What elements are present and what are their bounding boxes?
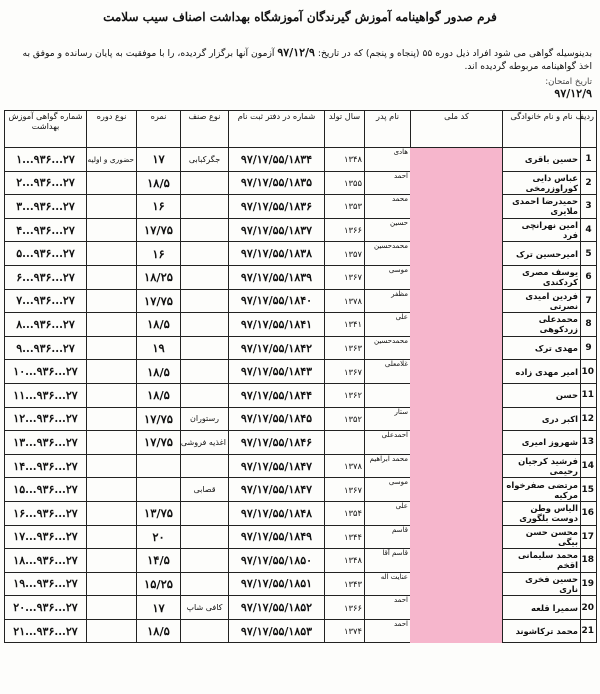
birth-year-cell: ۱۳۴۸ bbox=[325, 148, 365, 172]
job-type-cell bbox=[181, 313, 229, 337]
national-code-cell bbox=[411, 148, 503, 172]
national-code-cell bbox=[411, 431, 503, 455]
course-type-cell bbox=[87, 619, 137, 643]
table-row bbox=[5, 265, 597, 289]
row-index: 1 bbox=[581, 148, 597, 172]
national-code-cell bbox=[411, 289, 503, 313]
job-type-cell bbox=[181, 501, 229, 525]
certificate-number-cell: ۲۷...۹۳۶...۱۶ bbox=[5, 501, 87, 525]
father-name-cell: عنایت اله bbox=[365, 572, 411, 596]
birth-year-cell: ۱۳۵۵ bbox=[325, 171, 365, 195]
form-title: فرم صدور گواهینامه آموزش گیرندگان آموزشگاه بهداشت اصناف سیب سلامت bbox=[103, 10, 497, 24]
row-index: 9 bbox=[581, 336, 597, 360]
father-name-cell: غلامعلی bbox=[365, 360, 411, 384]
score-cell: ۱۴/۵ bbox=[137, 549, 181, 573]
registry-number-cell: ۹۷/۱۷/۵۵/۱۸۴۲ bbox=[229, 336, 325, 360]
course-type-cell bbox=[87, 360, 137, 384]
job-type-cell bbox=[181, 572, 229, 596]
row-index: 14 bbox=[581, 454, 597, 478]
score-cell: ۱۷/۷۵ bbox=[137, 431, 181, 455]
table-row bbox=[5, 218, 597, 242]
course-type-cell bbox=[87, 454, 137, 478]
course-type-cell bbox=[87, 242, 137, 266]
certificate-number-cell: ۲۷...۹۳۶...۱۲ bbox=[5, 407, 87, 431]
registry-number-cell: ۹۷/۱۷/۵۵/۱۸۴۵ bbox=[229, 407, 325, 431]
job-type-cell: اغذیه فروشی bbox=[181, 431, 229, 455]
father-name-cell: محمدحسین bbox=[365, 336, 411, 360]
birth-year-cell: ۱۳۵۳ bbox=[325, 195, 365, 219]
father-name-cell: محمدحسین bbox=[365, 242, 411, 266]
course-type-cell: حضوری و اولیه bbox=[87, 148, 137, 172]
table-row bbox=[5, 407, 597, 431]
birth-year-cell: ۱۳۴۳ bbox=[325, 572, 365, 596]
national-code-cell bbox=[411, 549, 503, 573]
course-type-cell bbox=[87, 171, 137, 195]
table-row bbox=[5, 313, 597, 337]
job-type-cell bbox=[181, 171, 229, 195]
national-code-cell bbox=[411, 265, 503, 289]
registry-number-cell: ۹۷/۱۷/۵۵/۱۸۴۹ bbox=[229, 525, 325, 549]
intro-text: بدینوسیله گواهی می شود افراد ذیل دوره ۵۵ (پنجاه و پنجم) که در تاریخ: bbox=[317, 48, 592, 59]
registry-number-cell: ۹۷/۱۷/۵۵/۱۸۴۰ bbox=[229, 289, 325, 313]
name-cell: یوسف مصری کردکندی bbox=[503, 265, 581, 289]
col-header-registry: شماره در دفتر ثبت نام bbox=[229, 111, 325, 148]
score-cell: ۱۳/۷۵ bbox=[137, 501, 181, 525]
job-type-cell bbox=[181, 218, 229, 242]
birth-year-cell: ۱۳۶۶ bbox=[325, 218, 365, 242]
score-cell: ۱۶ bbox=[137, 195, 181, 219]
job-type-cell: قصابی bbox=[181, 478, 229, 502]
certificate-number-cell: ۲۷...۹۳۶...۱۱ bbox=[5, 383, 87, 407]
father-name-cell: علی bbox=[365, 313, 411, 337]
certificate-number-cell: ۲۷...۹۳۶...۱۴ bbox=[5, 454, 87, 478]
father-name-cell: موسی bbox=[365, 265, 411, 289]
course-type-cell bbox=[87, 383, 137, 407]
course-type-cell bbox=[87, 336, 137, 360]
score-cell: ۲۰ bbox=[137, 525, 181, 549]
table-row bbox=[5, 454, 597, 478]
intro-text-2: آزمون آنها برگزار گردیده، را با موفقیت به پایان رسانده و موفق به اخذ گواهینامه مربوطه گردیده اند. bbox=[22, 48, 592, 72]
certificate-number-cell: ۲۷...۹۳۶...۱۹ bbox=[5, 572, 87, 596]
col-header-cert-number: شماره گواهی آموزش بهداشت bbox=[5, 111, 87, 148]
father-name-cell: احمدعلی bbox=[365, 431, 411, 455]
birth-year-cell: ۱۳۶۲ bbox=[325, 383, 365, 407]
table-row bbox=[5, 525, 597, 549]
certificate-number-cell: ۲۷...۹۳۶...۱۸ bbox=[5, 549, 87, 573]
trainees-table bbox=[4, 110, 597, 643]
name-cell: سمیرا قلعه bbox=[503, 596, 581, 620]
job-type-cell bbox=[181, 336, 229, 360]
course-type-cell bbox=[87, 195, 137, 219]
job-type-cell bbox=[181, 549, 229, 573]
national-code-cell bbox=[411, 407, 503, 431]
table-row bbox=[5, 596, 597, 620]
table-row bbox=[5, 572, 597, 596]
score-cell: ۱۶ bbox=[137, 242, 181, 266]
registry-number-cell: ۹۷/۱۷/۵۵/۱۸۴۱ bbox=[229, 313, 325, 337]
name-cell: عباس دایی کوراوزرمخی bbox=[503, 171, 581, 195]
certificate-number-cell: ۲۷...۹۳۶...۴ bbox=[5, 218, 87, 242]
table-row bbox=[5, 501, 597, 525]
birth-year-cell: ۱۳۶۷ bbox=[325, 478, 365, 502]
birth-year-cell: ۱۳۶۷ bbox=[325, 360, 365, 384]
table-row bbox=[5, 171, 597, 195]
row-index: 11 bbox=[581, 383, 597, 407]
course-type-cell bbox=[87, 596, 137, 620]
table-row bbox=[5, 549, 597, 573]
registry-number-cell: ۹۷/۱۷/۵۵/۱۸۴۸ bbox=[229, 501, 325, 525]
score-cell: ۱۷/۷۵ bbox=[137, 407, 181, 431]
col-header-birth-year: سال تولد bbox=[325, 111, 365, 148]
exam-date-block bbox=[7, 77, 592, 99]
exam-date-label: تاریخ امتحان: bbox=[545, 77, 592, 87]
col-header-name: نام و نام خانوادگی bbox=[503, 111, 581, 148]
score-cell: ۱۹ bbox=[137, 336, 181, 360]
name-cell: محمدعلی زردکوهی bbox=[503, 313, 581, 337]
row-index: 15 bbox=[581, 478, 597, 502]
job-type-cell bbox=[181, 619, 229, 643]
certificate-number-cell: ۲۷...۹۳۶...۸ bbox=[5, 313, 87, 337]
certificate-number-cell: ۲۷...۹۳۶...۶ bbox=[5, 265, 87, 289]
birth-year-cell: ۱۳۵۷ bbox=[325, 242, 365, 266]
table-row bbox=[5, 195, 597, 219]
national-code-cell bbox=[411, 501, 503, 525]
national-code-cell bbox=[411, 336, 503, 360]
certificate-number-cell: ۲۷...۹۳۶...۷ bbox=[5, 289, 87, 313]
certificate-number-cell: ۲۷...۹۳۶...۱۷ bbox=[5, 525, 87, 549]
name-cell: مهدی ترک bbox=[503, 336, 581, 360]
job-type-cell bbox=[181, 383, 229, 407]
col-header-row: ردیف bbox=[581, 111, 597, 148]
score-cell bbox=[137, 454, 181, 478]
father-name-cell: قاسم bbox=[365, 525, 411, 549]
table-row bbox=[5, 360, 597, 384]
job-type-cell bbox=[181, 195, 229, 219]
national-code-cell bbox=[411, 218, 503, 242]
table-header-row bbox=[5, 111, 597, 148]
job-type-cell: رستوران bbox=[181, 407, 229, 431]
table-row bbox=[5, 336, 597, 360]
job-type-cell bbox=[181, 454, 229, 478]
col-header-national-code: کد ملی bbox=[411, 111, 503, 148]
father-name-cell: احمد bbox=[365, 619, 411, 643]
registry-number-cell: ۹۷/۱۷/۵۵/۱۸۳۵ bbox=[229, 171, 325, 195]
score-cell: ۱۸/۵ bbox=[137, 619, 181, 643]
row-index: 10 bbox=[581, 360, 597, 384]
registry-number-cell: ۹۷/۱۷/۵۵/۱۸۴۳ bbox=[229, 360, 325, 384]
col-header-job-type: نوع صنف bbox=[181, 111, 229, 148]
row-index: 12 bbox=[581, 407, 597, 431]
national-code-cell bbox=[411, 619, 503, 643]
registry-number-cell: ۹۷/۱۷/۵۵/۱۸۳۸ bbox=[229, 242, 325, 266]
certificate-number-cell: ۲۷...۹۳۶...۵ bbox=[5, 242, 87, 266]
national-code-cell bbox=[411, 478, 503, 502]
name-cell: الیاس وطن دوست بلگوری bbox=[503, 501, 581, 525]
birth-year-cell: ۱۳۷۸ bbox=[325, 289, 365, 313]
registry-number-cell: ۹۷/۱۷/۵۵/۱۸۴۷ bbox=[229, 454, 325, 478]
name-cell: امیرحسین ترک bbox=[503, 242, 581, 266]
certificate-number-cell: ۲۷...۹۳۶...۱۳ bbox=[5, 431, 87, 455]
national-code-cell bbox=[411, 313, 503, 337]
table-row bbox=[5, 478, 597, 502]
intro-paragraph bbox=[7, 46, 592, 73]
certificate-number-cell: ۲۷...۹۳۶...۱ bbox=[5, 148, 87, 172]
registry-number-cell: ۹۷/۱۷/۵۵/۱۸۵۳ bbox=[229, 619, 325, 643]
job-type-cell bbox=[181, 289, 229, 313]
row-index: 2 bbox=[581, 171, 597, 195]
name-cell: حمیدرضا احمدی ملایری bbox=[503, 195, 581, 219]
course-type-cell bbox=[87, 525, 137, 549]
course-type-cell bbox=[87, 289, 137, 313]
course-type-cell bbox=[87, 313, 137, 337]
score-cell: ۱۷ bbox=[137, 148, 181, 172]
birth-year-cell bbox=[325, 431, 365, 455]
course-type-cell bbox=[87, 431, 137, 455]
row-index: 19 bbox=[581, 572, 597, 596]
row-index: 13 bbox=[581, 431, 597, 455]
score-cell: ۱۷ bbox=[137, 596, 181, 620]
name-cell: شهروز امیری bbox=[503, 431, 581, 455]
col-header-father: نام پدر bbox=[365, 111, 411, 148]
course-type-cell bbox=[87, 218, 137, 242]
birth-year-cell: ۱۳۵۴ bbox=[325, 501, 365, 525]
row-index: 21 bbox=[581, 619, 597, 643]
name-cell: حسین فخری ناری bbox=[503, 572, 581, 596]
row-index: 20 bbox=[581, 596, 597, 620]
registry-number-cell: ۹۷/۱۷/۵۵/۱۸۳۹ bbox=[229, 265, 325, 289]
birth-year-cell: ۱۳۵۲ bbox=[325, 407, 365, 431]
course-type-cell bbox=[87, 265, 137, 289]
name-cell: امیر مهدی زاده bbox=[503, 360, 581, 384]
national-code-cell bbox=[411, 596, 503, 620]
score-cell: ۱۷/۷۵ bbox=[137, 289, 181, 313]
national-code-cell bbox=[411, 525, 503, 549]
father-name-cell: ستار bbox=[365, 407, 411, 431]
birth-year-cell: ۱۳۴۱ bbox=[325, 313, 365, 337]
course-type-cell bbox=[87, 572, 137, 596]
registry-number-cell: ۹۷/۱۷/۵۵/۱۸۵۰ bbox=[229, 549, 325, 573]
national-code-cell bbox=[411, 572, 503, 596]
registry-number-cell: ۹۷/۱۷/۵۵/۱۸۳۴ bbox=[229, 148, 325, 172]
birth-year-cell: ۱۳۶۶ bbox=[325, 596, 365, 620]
father-name-cell bbox=[365, 383, 411, 407]
name-cell: اکبر دری bbox=[503, 407, 581, 431]
row-index: 3 bbox=[581, 195, 597, 219]
row-index: 4 bbox=[581, 218, 597, 242]
course-type-cell bbox=[87, 549, 137, 573]
row-index: 16 bbox=[581, 501, 597, 525]
father-name-cell: حسین bbox=[365, 218, 411, 242]
score-cell: ۱۸/۵ bbox=[137, 313, 181, 337]
col-header-score: نمره bbox=[137, 111, 181, 148]
birth-year-cell: ۱۳۶۳ bbox=[325, 336, 365, 360]
registry-number-cell: ۹۷/۱۷/۵۵/۱۸۵۲ bbox=[229, 596, 325, 620]
score-cell: ۱۷/۷۵ bbox=[137, 218, 181, 242]
exam-date: ۹۷/۱۲/۹ bbox=[554, 87, 592, 100]
father-name-cell: محمد ابراهیم bbox=[365, 454, 411, 478]
father-name-cell: مظفر bbox=[365, 289, 411, 313]
certificate-number-cell: ۲۷...۹۳۶...۳ bbox=[5, 195, 87, 219]
job-type-cell bbox=[181, 265, 229, 289]
birth-year-cell: ۱۳۶۷ bbox=[325, 265, 365, 289]
row-index: 18 bbox=[581, 549, 597, 573]
row-index: 5 bbox=[581, 242, 597, 266]
score-cell: ۱۸/۵ bbox=[137, 171, 181, 195]
name-cell: محمد ترکاشوند bbox=[503, 619, 581, 643]
score-cell: ۱۸/۵ bbox=[137, 360, 181, 384]
father-name-cell: محمد bbox=[365, 195, 411, 219]
row-index: 17 bbox=[581, 525, 597, 549]
registry-number-cell: ۹۷/۱۷/۵۵/۱۸۴۷ bbox=[229, 478, 325, 502]
table-row bbox=[5, 242, 597, 266]
score-cell bbox=[137, 478, 181, 502]
row-index: 8 bbox=[581, 313, 597, 337]
registry-number-cell: ۹۷/۱۷/۵۵/۱۸۳۶ bbox=[229, 195, 325, 219]
name-cell: فردین امیدی نصرتی bbox=[503, 289, 581, 313]
row-index: 6 bbox=[581, 265, 597, 289]
name-cell: محمد سلیمانی اقخم bbox=[503, 549, 581, 573]
course-type-cell bbox=[87, 407, 137, 431]
job-type-cell bbox=[181, 525, 229, 549]
father-name-cell: احمد bbox=[365, 596, 411, 620]
score-cell: ۱۵/۲۵ bbox=[137, 572, 181, 596]
table-row bbox=[5, 619, 597, 643]
registry-number-cell: ۹۷/۱۷/۵۵/۱۸۴۶ bbox=[229, 431, 325, 455]
national-code-cell bbox=[411, 360, 503, 384]
course-type-cell bbox=[87, 501, 137, 525]
name-cell: امین نهرانچی فرد bbox=[503, 218, 581, 242]
father-name-cell: هادی bbox=[365, 148, 411, 172]
national-code-cell bbox=[411, 195, 503, 219]
birth-year-cell: ۱۳۴۸ bbox=[325, 549, 365, 573]
name-cell: مرتضی صفرخواه مرکیه bbox=[503, 478, 581, 502]
registry-number-cell: ۹۷/۱۷/۵۵/۱۸۴۴ bbox=[229, 383, 325, 407]
birth-year-cell: ۱۳۴۴ bbox=[325, 525, 365, 549]
registry-number-cell: ۹۷/۱۷/۵۵/۱۸۳۷ bbox=[229, 218, 325, 242]
name-cell: فرشید کرجیان رحیمی bbox=[503, 454, 581, 478]
job-type-cell bbox=[181, 242, 229, 266]
certificate-number-cell: ۲۷...۹۳۶...۲۰ bbox=[5, 596, 87, 620]
name-cell: حسن bbox=[503, 383, 581, 407]
certificate-number-cell: ۲۷...۹۳۶...۲۱ bbox=[5, 619, 87, 643]
table-row bbox=[5, 289, 597, 313]
national-code-cell bbox=[411, 383, 503, 407]
birth-year-cell: ۱۳۷۸ bbox=[325, 454, 365, 478]
col-header-course-type: نوع دوره bbox=[87, 111, 137, 148]
certificate-number-cell: ۲۷...۹۳۶...۹ bbox=[5, 336, 87, 360]
father-name-cell: قاسم آقا bbox=[365, 549, 411, 573]
father-name-cell: احمد bbox=[365, 171, 411, 195]
father-name-cell: موسی bbox=[365, 478, 411, 502]
job-type-cell: کافی شاپ bbox=[181, 596, 229, 620]
name-cell: حسین باقری bbox=[503, 148, 581, 172]
father-name-cell: علی bbox=[365, 501, 411, 525]
table-row bbox=[5, 383, 597, 407]
table-row bbox=[5, 148, 597, 172]
registry-number-cell: ۹۷/۱۷/۵۵/۱۸۵۱ bbox=[229, 572, 325, 596]
job-type-cell bbox=[181, 360, 229, 384]
certificate-number-cell: ۲۷...۹۳۶...۲ bbox=[5, 171, 87, 195]
score-cell: ۱۸/۵ bbox=[137, 383, 181, 407]
national-code-cell bbox=[411, 454, 503, 478]
intro-date: ۹۷/۱۲/۹ bbox=[277, 46, 315, 59]
certificate-number-cell: ۲۷...۹۳۶...۱۰ bbox=[5, 360, 87, 384]
job-type-cell: جگرکبابی bbox=[181, 148, 229, 172]
certificate-number-cell: ۲۷...۹۳۶...۱۵ bbox=[5, 478, 87, 502]
national-code-cell bbox=[411, 171, 503, 195]
table-row bbox=[5, 431, 597, 455]
row-index: 7 bbox=[581, 289, 597, 313]
score-cell: ۱۸/۲۵ bbox=[137, 265, 181, 289]
national-code-cell bbox=[411, 242, 503, 266]
course-type-cell bbox=[87, 478, 137, 502]
name-cell: محسن حسن بیگی bbox=[503, 525, 581, 549]
birth-year-cell: ۱۳۷۴ bbox=[325, 619, 365, 643]
